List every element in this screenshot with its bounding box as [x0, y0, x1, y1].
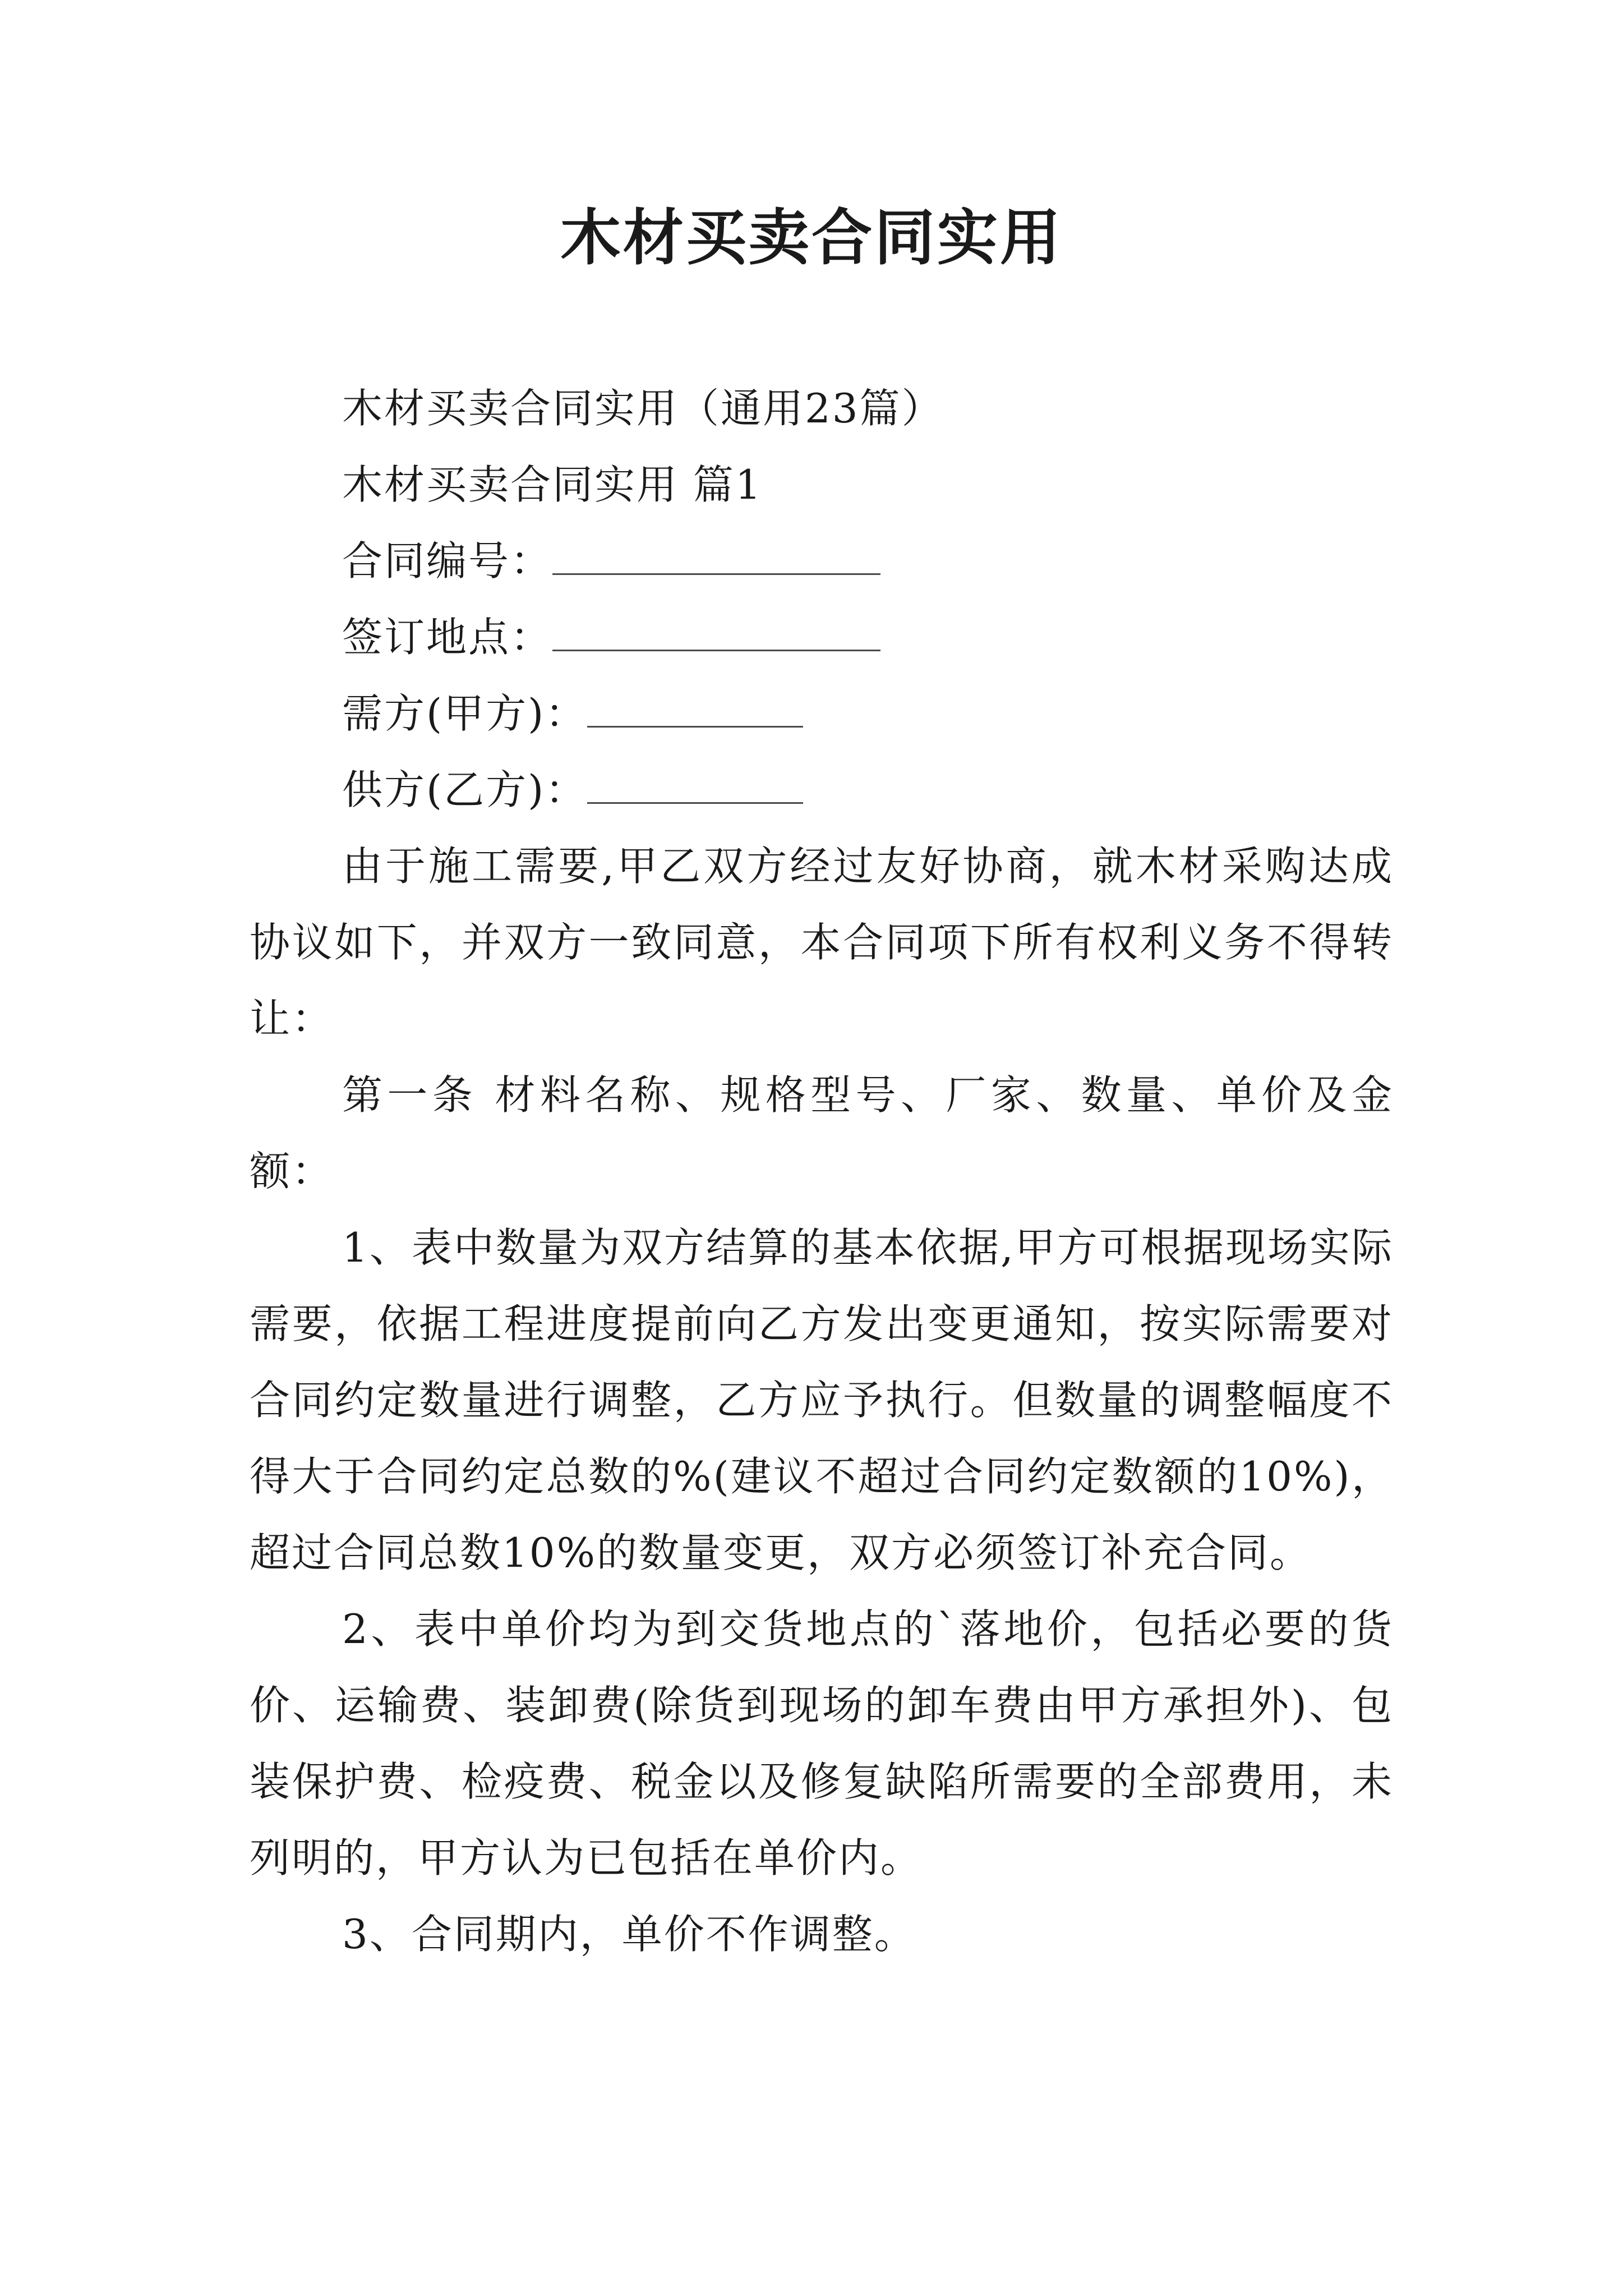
supplier-blank: [587, 769, 803, 804]
field-label: 签订地点：: [342, 614, 553, 661]
field-label: 需方(甲方)：: [342, 690, 588, 737]
paragraph-article-1: 第一条 材料名称、规格型号、厂家、数量、单价及金额：: [250, 1071, 1394, 1195]
paragraph-item-1: 1、表中数量为双方结算的基本依据,甲方可根据现场实际需要，依据工程进度提前向乙方发出变更通知，按实际需要对合同约定数量进行调整，乙方应予执行。但数量的调整幅度不得大于合同约定总数的%(建议不超过合同约定数额的10%)，超过合同总数10%的数量变更，双方必须签订补充合同。: [250, 1224, 1394, 1576]
supplier-field: [250, 752, 1394, 828]
paragraph-intro: 由于施工需要,甲乙双方经过友好协商，就木材采购达成协议如下，并双方一致同意，本合同项下所有权利义务不得转让：: [250, 843, 1394, 1042]
buyer-blank: [587, 692, 803, 728]
document-subtitle: 木材买卖合同实用（通用23篇）: [342, 385, 944, 432]
paragraph-item-2: 2、表中单价均为到交货地点的`落地价，包括必要的货价、运输费、装卸费(除货到现场的卸车费由甲方承担外)、包装保护费、检疫费、税金以及修复缺陷所需要的全部费用，未列明的，甲方认为已包括在单价内。: [250, 1605, 1394, 1881]
signing-place-blank: [552, 616, 880, 651]
field-label: 供方(乙方)：: [342, 766, 588, 813]
document-body: [250, 370, 1394, 1972]
buyer-field: [250, 675, 1394, 752]
section-heading: 木材买卖合同实用 篇1: [342, 461, 763, 508]
signing-place-field: [250, 599, 1394, 675]
field-label: 合同编号：: [342, 537, 553, 585]
document-title: 木材买卖合同实用: [560, 203, 1063, 273]
contract-number-blank: [552, 540, 880, 575]
contract-number-field: [250, 523, 1394, 599]
paragraph-item-3: 3、合同期内，单价不作调整。: [342, 1911, 916, 1958]
